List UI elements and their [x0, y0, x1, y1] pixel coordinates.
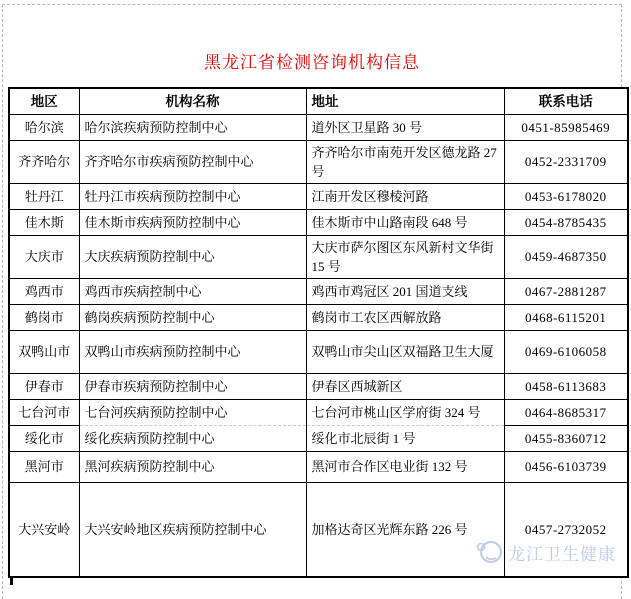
- cell-org: 齐齐哈尔市疾病预防控制中心: [79, 140, 306, 183]
- cell-address: 鸡西市鸡冠区 201 国道支线: [306, 278, 504, 304]
- cell-org: 黑河疾病预防控制中心: [79, 451, 306, 482]
- cell-org: 七台河疾病预防控制中心: [79, 399, 306, 425]
- table-row-yichun: [9, 373, 628, 399]
- org-info-table: [8, 87, 629, 578]
- cell-phone: 0455-8360712: [504, 425, 628, 451]
- col-header-region: 地区: [9, 88, 79, 114]
- cell-phone: 0464-8685317: [504, 399, 628, 425]
- cell-region: 黑河市: [9, 451, 79, 482]
- col-header-org-name: 机构名称: [79, 88, 306, 114]
- cell-phone: 0457-2732052: [504, 482, 628, 577]
- cell-org: 鹤岗疾病预防控制中心: [79, 304, 306, 330]
- table-row-jiamusi: [9, 209, 628, 235]
- cell-phone: 0454-8785435: [504, 209, 628, 235]
- table-row-mudanjiang: [9, 183, 628, 209]
- table-row-daqing: [9, 235, 628, 278]
- cell-org: 双鸭山市疾病预防控制中心: [79, 330, 306, 373]
- cell-org: 佳木斯市疾病预防控制中心: [79, 209, 306, 235]
- cell-phone: 0459-4687350: [504, 235, 628, 278]
- cell-address: 绥化市北辰街 1 号: [306, 425, 504, 451]
- table-row-jixi: [9, 278, 628, 304]
- cell-region: 齐齐哈尔: [9, 140, 79, 183]
- cell-org: 大兴安岭地区疾病预防控制中心: [79, 482, 306, 577]
- cell-address: 齐齐哈尔市南苑开发区德龙路 27 号: [306, 140, 504, 183]
- cell-address: 江南开发区穆棱河路: [306, 183, 504, 209]
- table-row-qitaihe: [9, 399, 628, 425]
- cell-address: 佳木斯市中山路南段 648 号: [306, 209, 504, 235]
- table-row-shuangyashan: [9, 330, 628, 373]
- cell-phone: 0458-6113683: [504, 373, 628, 399]
- text-cursor-artifact: [10, 577, 13, 585]
- cell-region: 哈尔滨: [9, 114, 79, 140]
- cell-region: 佳木斯: [9, 209, 79, 235]
- cell-address: 伊春区西城新区: [306, 373, 504, 399]
- cell-address: 双鸭山市尖山区双福路卫生大厦: [306, 330, 504, 373]
- cell-address: 大庆市萨尔图区东风新村文华街 15 号: [306, 235, 504, 278]
- col-header-phone: 联系电话: [504, 88, 628, 114]
- cell-region: 绥化市: [9, 425, 79, 451]
- cell-phone: 0468-6115201: [504, 304, 628, 330]
- table-row-heihe: [9, 451, 628, 482]
- cell-region: 鸡西市: [9, 278, 79, 304]
- cell-org: 哈尔滨疾病预防控制中心: [79, 114, 306, 140]
- cell-phone: 0467-2881287: [504, 278, 628, 304]
- cell-phone: 0456-6103739: [504, 451, 628, 482]
- table-row-daxinganling: [9, 482, 628, 577]
- cell-address: 鹤岗市工农区西解放路: [306, 304, 504, 330]
- watermark-text: 龙江卫生健康: [508, 544, 616, 564]
- cell-phone: 0453-6178020: [504, 183, 628, 209]
- table-row-harbin: [9, 114, 628, 140]
- cell-region: 牡丹江: [9, 183, 79, 209]
- cell-org: 伊春市疾病预防控制中心: [79, 373, 306, 399]
- table-row-suihua: [9, 425, 628, 451]
- table-header-row: [9, 88, 628, 114]
- cell-org: 牡丹江市疾病预防控制中心: [79, 183, 306, 209]
- cell-region: 大兴安岭: [9, 482, 79, 577]
- table-row-qiqihar: [9, 140, 628, 183]
- cell-region: 伊春市: [9, 373, 79, 399]
- cell-region: 大庆市: [9, 235, 79, 278]
- cell-phone: 0469-6106058: [504, 330, 628, 373]
- page-title: 黑龙江省检测咨询机构信息: [204, 53, 420, 72]
- cell-address: 七台河市桃山区学府街 324 号: [306, 399, 504, 425]
- cell-region: 双鸭山市: [9, 330, 79, 373]
- cell-org: 大庆疾病预防控制中心: [79, 235, 306, 278]
- cell-phone: 0451-85985469: [504, 114, 628, 140]
- cell-region: 鹤岗市: [9, 304, 79, 330]
- cell-address: 加格达奇区光辉东路 226 号: [306, 482, 504, 577]
- col-header-address: 地址: [306, 88, 504, 114]
- cell-org: 鸡西市疾病控制中心: [79, 278, 306, 304]
- cell-org: 绥化疾病预防控制中心: [79, 425, 306, 451]
- cell-address: 道外区卫星路 30 号: [306, 114, 504, 140]
- table-row-hegang: [9, 304, 628, 330]
- cell-address: 黑河市合作区电业街 132 号: [306, 451, 504, 482]
- cell-phone: 0452-2331709: [504, 140, 628, 183]
- cell-region: 七台河市: [9, 399, 79, 425]
